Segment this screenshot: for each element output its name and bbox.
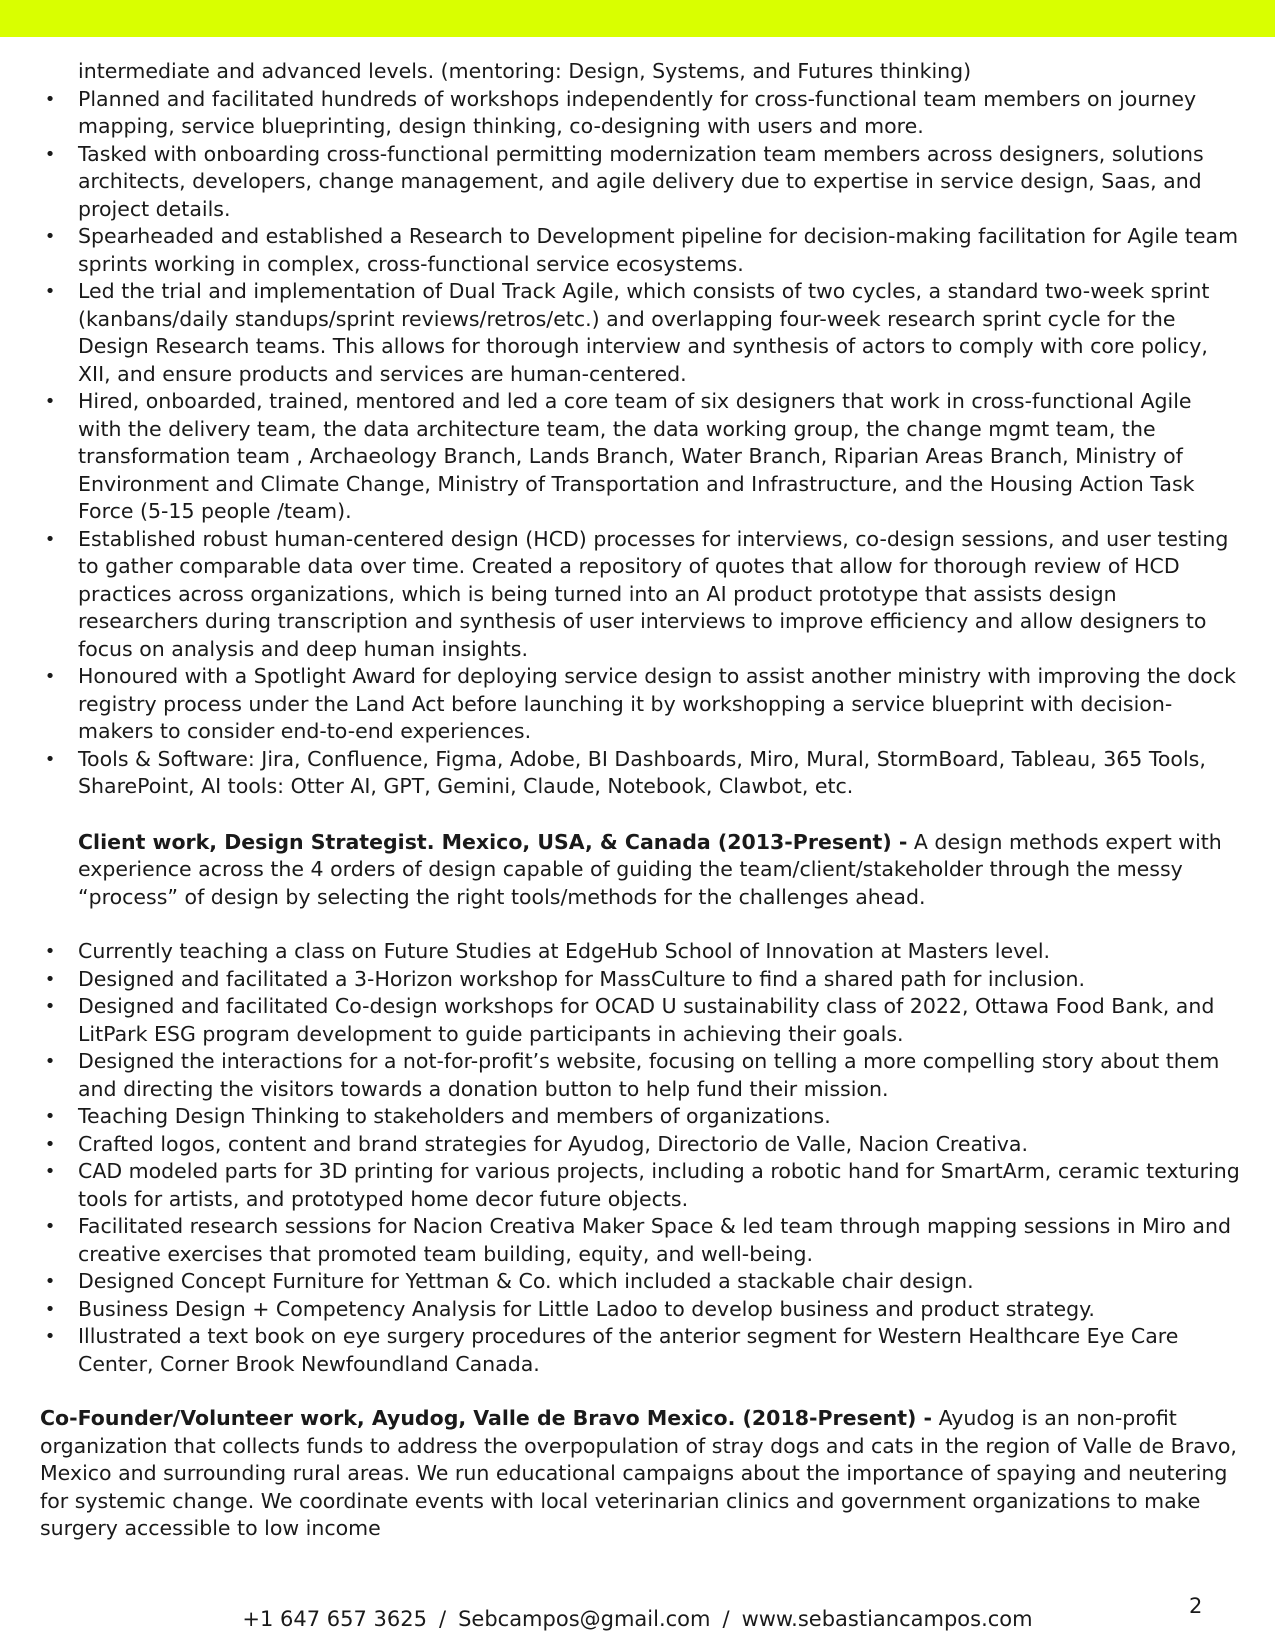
phone-number: +1 647 657 3625: [242, 1607, 427, 1631]
list-item-text: Honoured with a Spotlight Award for deploying service design to assist another ministry with improving the dock registry process under the Land Act before launching it by workshopping a service blueprint with decision-makers to consider end-to-end experiences.: [78, 664, 1236, 743]
list-item-text: Tasked with onboarding cross-functional permitting modernization team members across designers, solutions architects, developers, change management, and agile delivery due to expertise in service design, Saas, and project details.: [78, 141, 1204, 221]
list-item: [40, 526, 1240, 664]
footer-separator: /: [438, 1607, 447, 1631]
list-item: [40, 966, 1240, 994]
cofounder-heading: Co-Founder/Volunteer work, Ayudog, Valle de Bravo Mexico. (2018-Present) -: [40, 1406, 933, 1430]
intro-continuation: intermediate and advanced levels. (mentoring: Design, Systems, and Futures thinking): [78, 59, 972, 83]
bullet-icon: •: [44, 1051, 56, 1072]
list-item-text: CAD modeled parts for 3D printing for various projects, including a robotic hand for SmartArm, ceramic texturing tools for artists, and prototyped home decor future objects.: [78, 1159, 1240, 1211]
list-item: [40, 1213, 1240, 1268]
list-item-text: Crafted logos, content and brand strategies for Ayudog, Directorio de Valle, Nacion Creativa.: [78, 1131, 1028, 1156]
list-item: [40, 993, 1240, 1048]
list-item-text: Spearheaded and established a Research to Development pipeline for decision-making facilitation for Agile team sprints working in complex, cross-functional service ecosystems.: [78, 224, 1239, 276]
bullet-icon: •: [44, 941, 56, 962]
bullet-icon: •: [44, 1271, 56, 1292]
list-item: [40, 278, 1240, 388]
cofounder-section: [40, 1405, 1240, 1543]
website-link[interactable]: www.sebastiancampos.com: [741, 1607, 1033, 1631]
resume-page-content: [40, 58, 1240, 1543]
list-item: [40, 1131, 1240, 1159]
list-item: [40, 1323, 1240, 1378]
bullet-icon: •: [44, 528, 56, 550]
bullet-icon: •: [44, 1298, 56, 1320]
list-item-text: Currently teaching a class on Future Studies at EdgeHub School of Innovation at Masters level.: [78, 939, 1051, 963]
bullet-icon: •: [44, 226, 56, 247]
bullet-icon: •: [44, 1161, 56, 1182]
bullet-icon: •: [44, 391, 56, 412]
list-item: [40, 1048, 1240, 1103]
footer-separator: /: [722, 1607, 730, 1631]
list-item-text: Designed and facilitated Co-design workshops for OCAD U sustainability class of 2022, Ottawa Food Bank, and LitPark ESG program development to guide participants in achieving their goals.: [78, 994, 1215, 1046]
list-item-text: Led the trial and implementation of Dual Track Agile, which consists of two cycles, a standard two-week sprint (kanbans/daily standups/sprint reviews/retros/etc.) and overlapping four-week research sprint cycle for the Design Research teams. This allows for thorough interview and synthesis of actors to comply with core policy, XII, and ensure products and services are human-centered.: [78, 279, 1210, 386]
list-item: [40, 388, 1240, 526]
bullet-icon: •: [44, 748, 56, 770]
list-item-text: Designed Concept Furniture for Yettman & Co. which included a stackable chair design.: [78, 1269, 974, 1293]
page-number: 2: [1189, 1594, 1203, 1618]
email-link[interactable]: Sebcampos@gmail.com: [458, 1607, 711, 1631]
list-item: [40, 141, 1240, 224]
bullet-icon: •: [44, 1133, 56, 1155]
list-item-text: Teaching Design Thinking to stakeholders and members of organizations.: [78, 1104, 831, 1128]
list-item: [40, 1103, 1240, 1131]
cofounder-description: Ayudog is an non-profit organization that collects funds to address the overpopulation of stray dogs and cats in the region of Valle de Bravo, Mexico and surrounding rural areas. We run educational campaigns about the importance of spaying and neutering for systemic change. We coordinate events with local veterinarian clinics and government organizations to make surgery accessible to low income: [40, 1406, 1237, 1540]
list-item: [40, 746, 1240, 801]
list-item-text: Planned and facilitated hundreds of workshops independently for cross-functional team members on journey mapping, service blueprinting, design thinking, co-designing with users and more.: [78, 86, 1197, 138]
experience-bullet-list: [40, 86, 1240, 801]
list-item: [40, 938, 1240, 966]
client-work-description: A design methods expert with experience across the 4 orders of design capable of guiding the team/client/stakeholder through the messy “process” of design by selecting the right tools/methods for the challenges ahead.: [78, 829, 1222, 909]
bullet-icon: •: [44, 143, 56, 165]
client-work-heading: Client work, Design Strategist. Mexico, USA, & Canada (2013-Present) -: [78, 829, 908, 854]
client-work-section: [40, 829, 1240, 912]
list-item-text: Facilitated research sessions for Nacion Creativa Maker Space & led team through mapping sessions in Miro and creative exercises that promoted team building, equity, and well-being.: [78, 1214, 1232, 1266]
list-item: [40, 1296, 1240, 1324]
bullet-icon: •: [44, 88, 56, 110]
list-item-text: Designed and facilitated a 3-Horizon workshop for MassCulture to find a shared path for inclusion.: [78, 966, 1086, 991]
list-item-text: Designed the interactions for a not-for-profit’s website, focusing on telling a more compelling story about them and directing the visitors towards a donation button to help fund their mission.: [78, 1049, 1220, 1101]
list-item-text: Tools & Software: Jira, Confluence, Figma, Adobe, BI Dashboards, Miro, Mural, StormBoard, Tableau, 365 Tools, SharePoint, AI tools: Otter AI, GPT, Gemini, Claude, Notebook, Clawbot, etc.: [78, 746, 1206, 798]
list-item-text: Hired, onboarded, trained, mentored and led a core team of six designers that work in cross-functional Agile with the delivery team, the data architecture team, the data working group, the change mgmt team, the transformation team , Archaeology Branch, Lands Branch, Water Branch, Riparian Areas Branch, Ministry of Environment and Climate Change, Ministry of Transportation and Infrastructure, and the Housing Action Task Force (5-15 people /team).: [78, 389, 1195, 523]
bullet-icon: •: [44, 281, 56, 302]
bullet-icon: •: [44, 1326, 56, 1347]
bullet-icon: •: [44, 1106, 56, 1127]
accent-header-bar: [0, 0, 1275, 37]
list-item: [40, 223, 1240, 278]
list-item-text: Business Design + Competency Analysis for Little Ladoo to develop business and product strategy.: [78, 1296, 1095, 1321]
bullet-icon: •: [44, 968, 56, 990]
list-item-text: Illustrated a text book on eye surgery procedures of the anterior segment for Western Healthcare Eye Care Center, Corner Brook Newfoundland Canada.: [78, 1324, 1179, 1376]
list-item-text: Established robust human-centered design (HCD) processes for interviews, co-design sessions, and user testing to gather comparable data over time. Created a repository of quotes that allow for thorough review of HCD practices across organizations, which is being turned into an AI product prototype that assists design researchers during transcription and synthesis of user interviews to improve efficiency and allow designers to focus on analysis and deep human insights.: [78, 526, 1229, 661]
bullet-icon: •: [44, 666, 56, 687]
bullet-icon: •: [44, 996, 56, 1017]
list-item: [40, 1268, 1240, 1296]
client-work-bullet-list: [40, 938, 1240, 1378]
bullet-icon: •: [44, 1216, 56, 1237]
contact-footer: [0, 1605, 1275, 1633]
list-item: [40, 86, 1240, 141]
list-item: [40, 663, 1240, 746]
list-item: [40, 1158, 1240, 1213]
